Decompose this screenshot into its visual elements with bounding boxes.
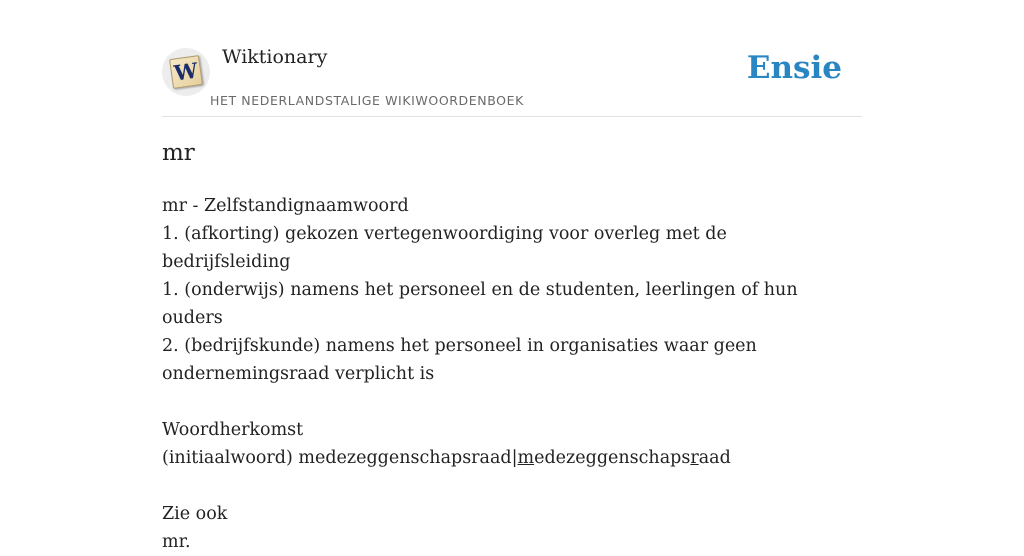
definition-item: 2. (bedrijfskunde) namens het personeel in organisaties waar geen ondernemingsraad verplicht is bbox=[162, 336, 757, 384]
etymology-underlined: m bbox=[517, 448, 535, 468]
page-title: mr bbox=[162, 140, 195, 166]
etymology-part: aad bbox=[698, 448, 731, 468]
spacer bbox=[162, 388, 852, 416]
see-also-heading: Zie ook bbox=[162, 504, 228, 524]
site-header bbox=[162, 40, 862, 117]
logo-letter: W bbox=[172, 57, 200, 86]
etymology-text bbox=[162, 444, 852, 472]
definition-item: 1. (onderwijs) namens het personeel en de studenten, leerlingen of hun ouders bbox=[162, 280, 798, 328]
site-tagline: HET NEDERLANDSTALIGE WIKIWOORDENBOEK bbox=[210, 93, 524, 108]
spacer bbox=[162, 472, 852, 500]
definition-item: 1. (afkorting) gekozen vertegenwoordiging voor overleg met de bedrijfsleiding bbox=[162, 224, 727, 272]
entry-content bbox=[162, 192, 852, 556]
part-of-speech-line: mr - Zelfstandignaamwoord bbox=[162, 196, 409, 216]
scrabble-tile-icon bbox=[169, 55, 203, 89]
etymology-part: edezeggenschaps bbox=[534, 448, 691, 468]
ensie-brand-link[interactable]: Ensie bbox=[746, 50, 842, 86]
see-also-link[interactable]: mr. bbox=[162, 532, 191, 552]
site-name[interactable]: Wiktionary bbox=[222, 46, 328, 68]
etymology-underlined: r bbox=[690, 448, 699, 468]
etymology-heading: Woordherkomst bbox=[162, 420, 304, 440]
etymology-part: (initiaalwoord) medezeggenschapsraad| bbox=[162, 448, 518, 468]
wiktionary-logo[interactable] bbox=[162, 48, 210, 96]
